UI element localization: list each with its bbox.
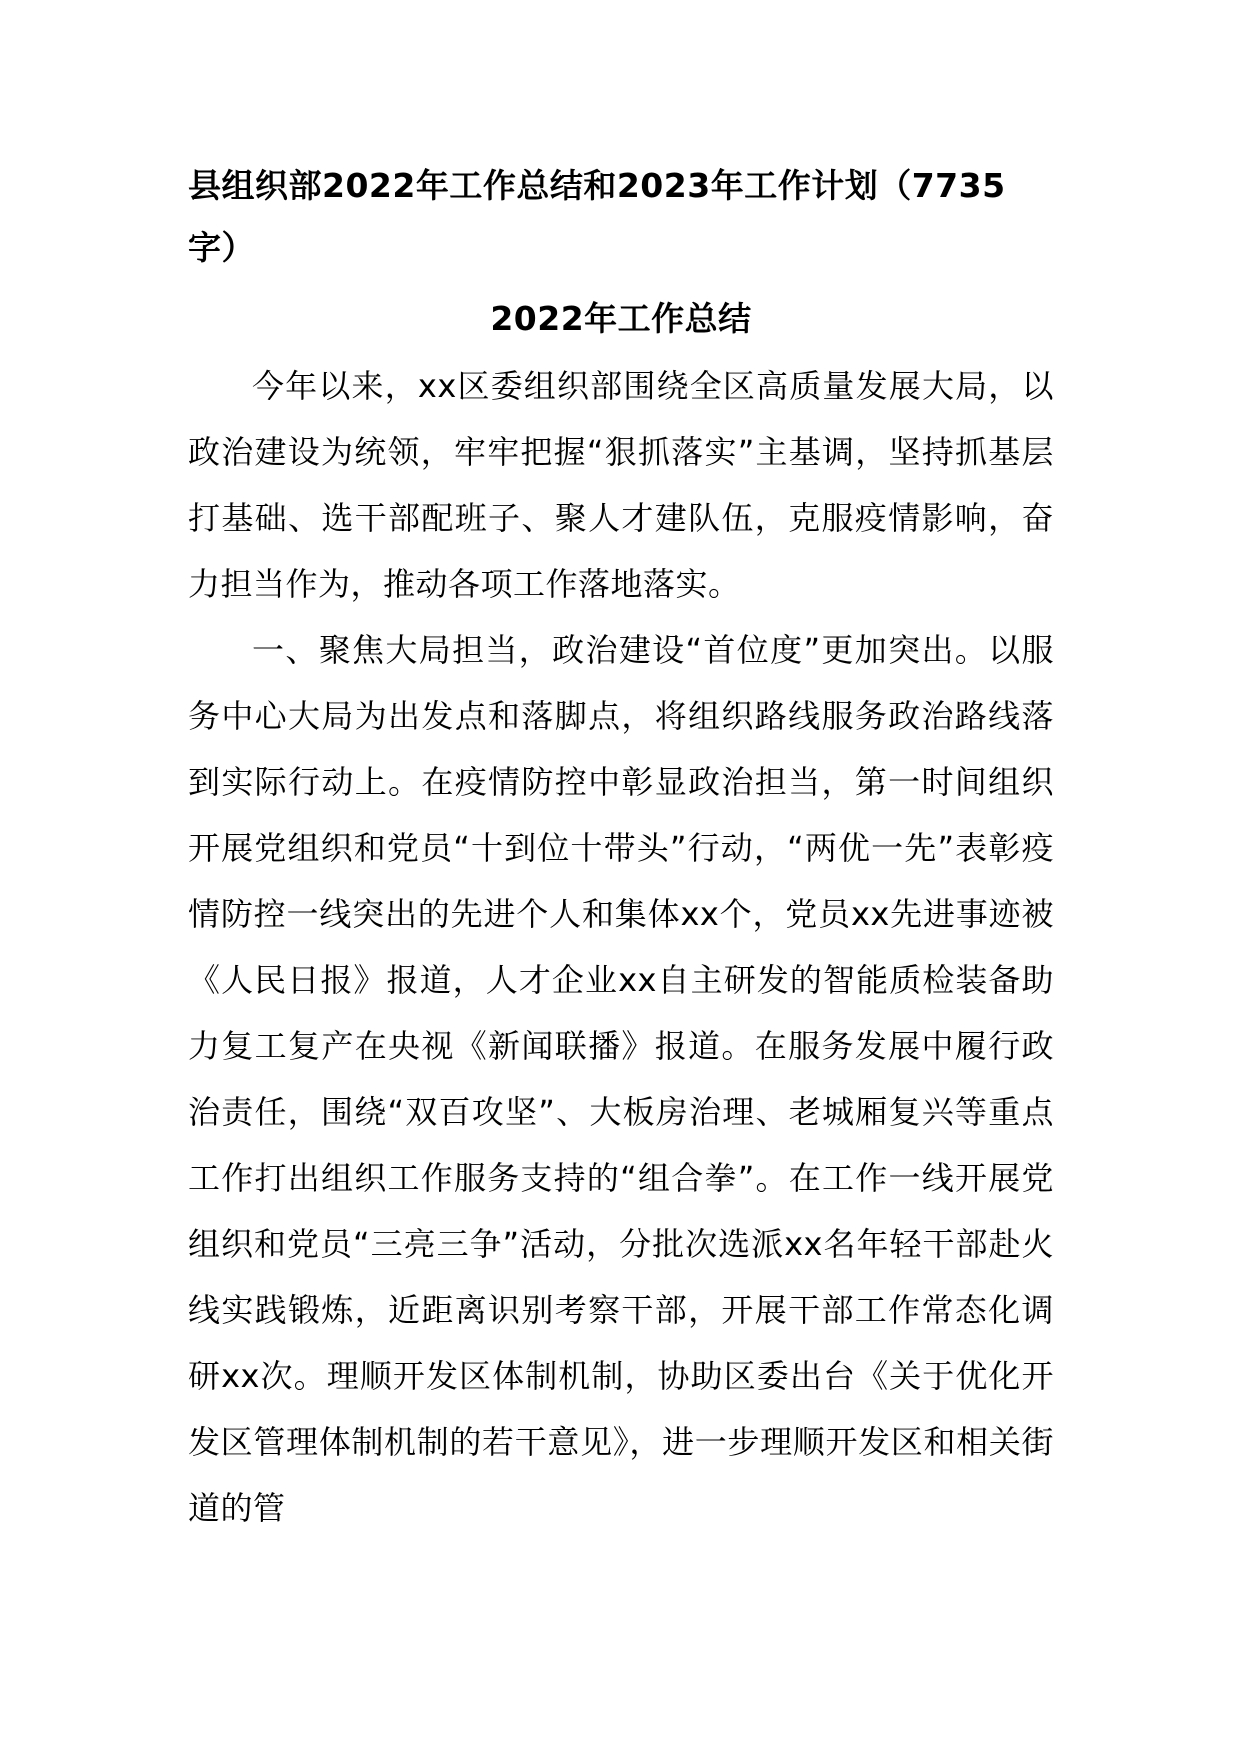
paragraph-intro: 今年以来，xx区委组织部围绕全区高质量发展大局，以政治建设为统领，牢牢把握“狠抓落实”主基调，坚持抓基层打基础、选干部配班子、聚人才建队伍，克服疫情影响，奋力担当作为，推动各项工作落地落实。 [188,367,1054,603]
document-body [188,155,1054,1541]
document-title: 县组织部2022年工作总结和2023年工作计划（7735字） [188,166,1006,267]
section-heading: 2022年工作总结 [490,299,752,338]
paragraph-section-one: 一、聚焦大局担当，政治建设“首位度”更加突出。以服务中心大局为出发点和落脚点，将组织路线服务政治路线落到实际行动上。在疫情防控中彰显政治担当，第一时间组织开展党组织和党员“十到位十带头”行动，“两优一先”表彰疫情防控一线突出的先进个人和集体xx个，党员xx先进事迹被《人民日报》报道，人才企业xx自主研发的智能质检装备助力复工复产在央视《新闻联播》报道。在服务发展中履行政治责任，围绕“双百攻坚”、大板房治理、老城厢复兴等重点工作打出组织工作服务支持的“组合拳”。在工作一线开展党组织和党员“三亮三争”活动，分批次选派xx名年轻干部赴火线实践锻炼，近距离识别考察干部，开展干部工作常态化调研xx次。理顺开发区体制机制，协助区委出台《关于优化开发区管理体制机制的若干意见》，进一步理顺开发区和相关街道的管 [188,631,1054,1527]
